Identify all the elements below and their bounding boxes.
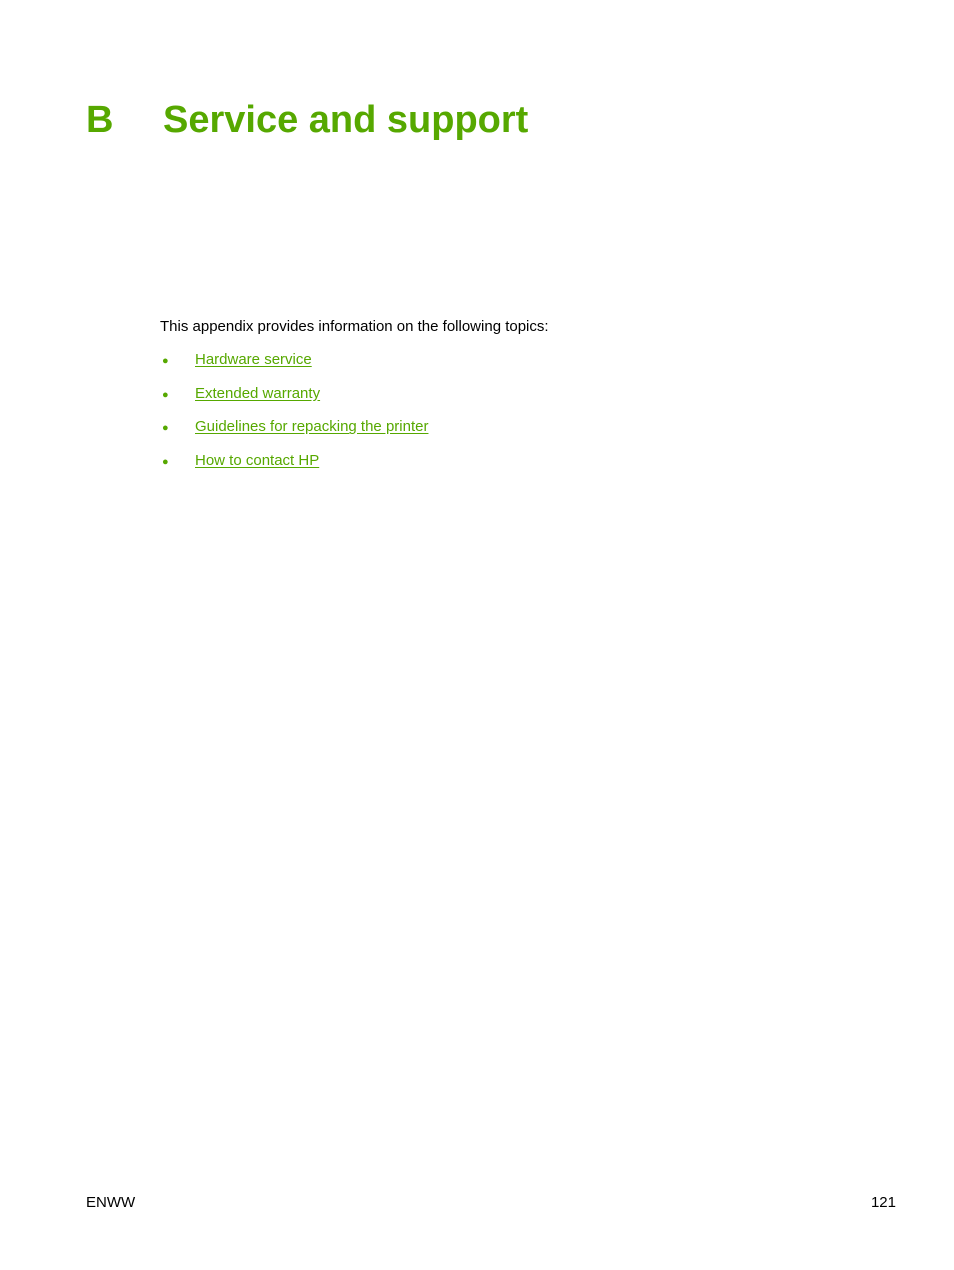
extended-warranty-link[interactable]: Extended warranty [195,384,321,402]
bullet-icon: ● [162,456,169,469]
bullet-icon: ● [162,388,169,401]
chapter-letter: B [86,99,114,141]
intro-text: This appendix provides information on the following topics: [160,318,549,335]
hardware-service-link[interactable]: Hardware service [195,351,312,368]
bullet-icon: ● [162,422,169,435]
chapter-title: Service and support [163,99,529,141]
repacking-guidelines-link[interactable]: Guidelines for repacking the printer [195,418,429,436]
chapter-heading [86,96,528,144]
contact-hp-link[interactable]: How to contact HP [195,452,320,470]
bullet-icon: ● [162,355,169,367]
page-number: 121 [870,1194,896,1211]
footer-label: ENWW [86,1194,136,1211]
